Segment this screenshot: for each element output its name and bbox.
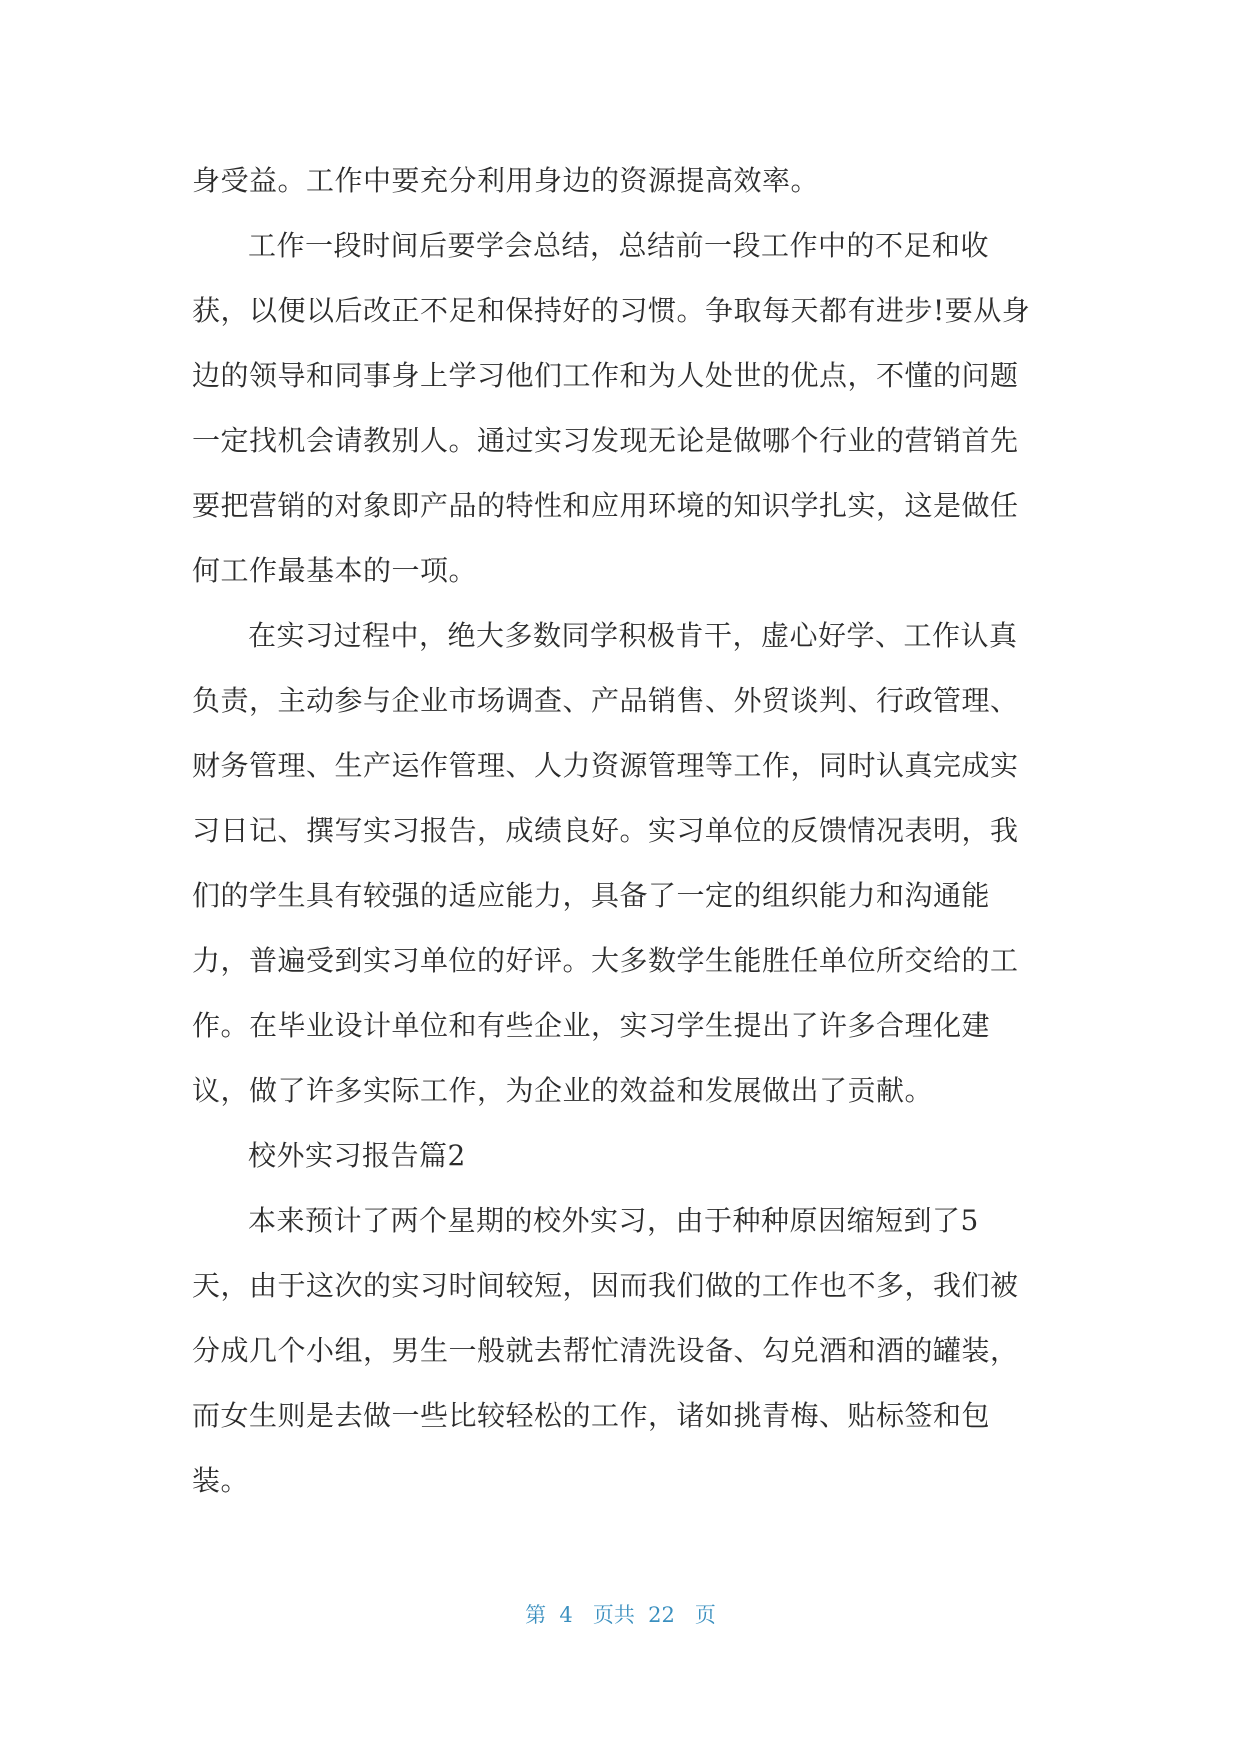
text-line: 装。 bbox=[192, 1464, 250, 1497]
text-line: 负责，主动参与企业市场调查、产品销售、外贸谈判、行政管理、 bbox=[192, 684, 1019, 717]
text-line: 们的学生具有较强的适应能力，具备了一定的组织能力和沟通能 bbox=[192, 879, 991, 912]
text-line: 一定找机会请教别人。通过实习发现无论是做哪个行业的营销首先 bbox=[192, 424, 1019, 457]
text-line: 获，以便以后改正不足和保持好的习惯。争取每天都有进步!要从身 bbox=[192, 294, 1031, 327]
text-line: 议，做了许多实际工作，为企业的效益和发展做出了贡献。 bbox=[192, 1074, 934, 1107]
paragraph-start-line: 在实习过程中，绝大多数同学积极肯干，虚心好学、工作认真 bbox=[248, 619, 1018, 652]
text-line: 天，由于这次的实习时间较短，因而我们做的工作也不多，我们被 bbox=[192, 1269, 1019, 1302]
text-line: 边的领导和同事身上学习他们工作和为人处世的优点，不懂的问题 bbox=[192, 359, 1019, 392]
paragraph-start-line: 本来预计了两个星期的校外实习，由于种种原因缩短到了5 bbox=[248, 1204, 979, 1237]
text-line: 财务管理、生产运作管理、人力资源管理等工作，同时认真完成实 bbox=[192, 749, 1019, 782]
text-line: 分成几个小组，男生一般就去帮忙清洗设备、勾兑酒和酒的罐装， bbox=[192, 1334, 1019, 1367]
text-line: 习日记、撰写实习报告，成绩良好。实习单位的反馈情况表明，我 bbox=[192, 814, 1019, 847]
page-number-footer: 第 4 页共 22 页 bbox=[525, 1603, 716, 1627]
text-line: 作。在毕业设计单位和有些企业，实习学生提出了许多合理化建 bbox=[192, 1009, 991, 1042]
text-line: 身受益。工作中要充分利用身边的资源提高效率。 bbox=[192, 164, 820, 197]
text-line: 何工作最基本的一项。 bbox=[192, 554, 478, 587]
text-line: 而女生则是去做一些比较轻松的工作，诸如挑青梅、贴标签和包 bbox=[192, 1399, 991, 1432]
text-line: 力，普遍受到实习单位的好评。大多数学生能胜任单位所交给的工 bbox=[192, 944, 1019, 977]
section-heading: 校外实习报告篇2 bbox=[248, 1139, 466, 1172]
text-line: 要把营销的对象即产品的特性和应用环境的知识学扎实，这是做任 bbox=[192, 489, 1019, 522]
paragraph-start-line: 工作一段时间后要学会总结，总结前一段工作中的不足和收 bbox=[248, 229, 990, 262]
